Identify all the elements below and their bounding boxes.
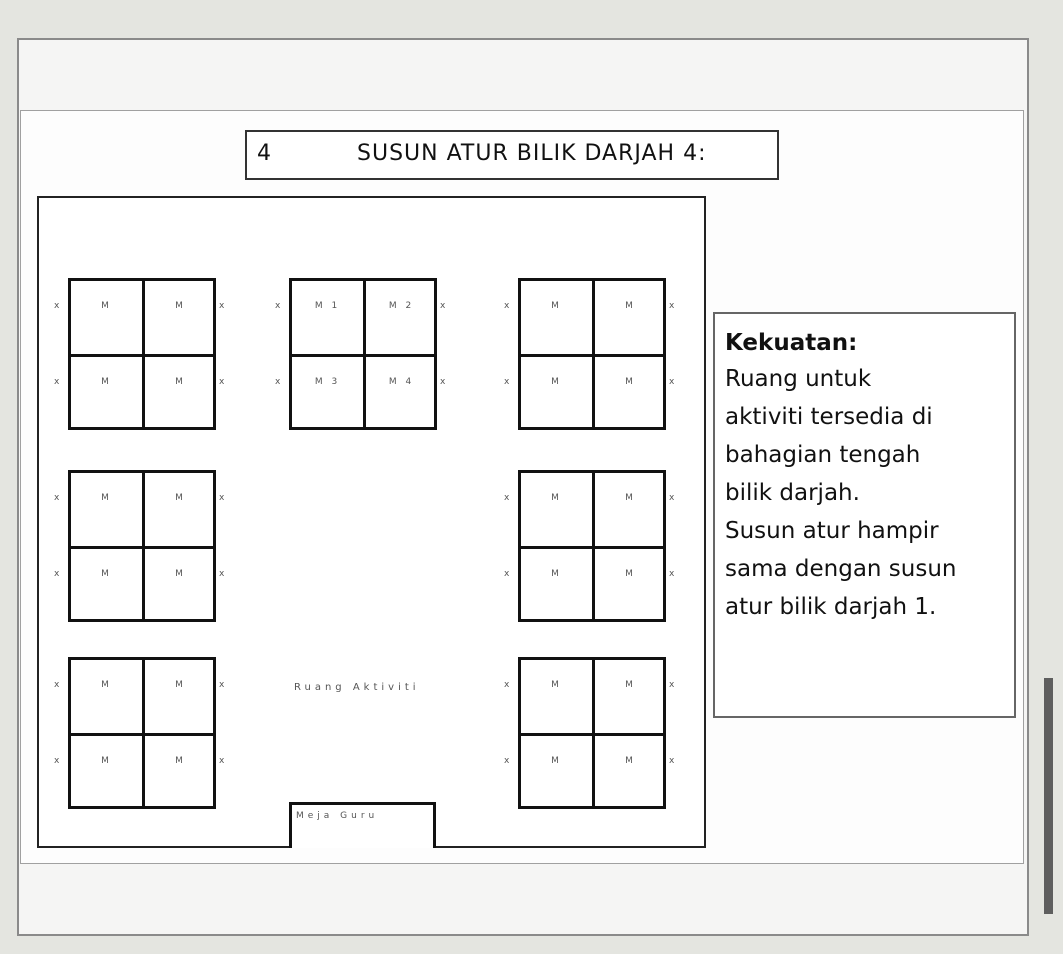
chair-mark: x <box>440 377 446 387</box>
desk-label: M <box>551 569 562 579</box>
desk-label: M <box>101 680 112 690</box>
teacher-desk-label: Meja Guru <box>296 811 379 821</box>
desk-label: M <box>551 756 562 766</box>
student-desk <box>145 549 216 622</box>
desk-label: M <box>551 493 562 503</box>
chair-mark: x <box>219 569 225 579</box>
notes-line: bilik darjah. <box>725 480 860 506</box>
notes-line: sama dengan susun <box>725 556 957 582</box>
desk-group <box>68 278 216 430</box>
chair-mark: x <box>54 756 60 766</box>
desk-label: M <box>175 493 186 503</box>
notes-body <box>725 360 1004 626</box>
notes-heading: Kekuatan: <box>725 330 858 356</box>
student-desk <box>71 357 142 430</box>
chair-mark: x <box>669 377 675 387</box>
chair-mark: x <box>275 377 281 387</box>
chair-mark: x <box>669 756 675 766</box>
student-desk <box>595 357 666 430</box>
notes-panel <box>713 312 1016 718</box>
student-desk <box>145 660 216 733</box>
desk-label: M <box>101 493 112 503</box>
chair-mark: x <box>504 301 510 311</box>
chair-mark: x <box>669 680 675 690</box>
desk-label: M <box>101 377 112 387</box>
chair-mark: x <box>54 680 60 690</box>
chair-mark: x <box>219 377 225 387</box>
student-desk <box>71 660 142 733</box>
student-desk <box>521 549 592 622</box>
desk-label: M <box>551 680 562 690</box>
chair-mark: x <box>54 569 60 579</box>
student-desk <box>292 357 363 430</box>
student-desk <box>71 736 142 809</box>
chair-mark: x <box>669 493 675 503</box>
student-desk <box>366 357 437 430</box>
student-desk <box>595 473 666 546</box>
title-number: 4 <box>257 141 272 166</box>
student-desk <box>71 281 142 354</box>
desk-label: M <box>625 493 636 503</box>
student-desk <box>595 736 666 809</box>
desk-group <box>289 278 437 430</box>
student-desk <box>292 281 363 354</box>
student-desk <box>521 281 592 354</box>
desk-label: M <box>625 377 636 387</box>
desk-label: M 1 <box>314 301 341 311</box>
activity-area-label: Ruang Aktiviti <box>294 682 420 693</box>
desk-label: M <box>551 301 562 311</box>
student-desk <box>521 357 592 430</box>
chair-mark: x <box>219 493 225 503</box>
student-desk <box>71 473 142 546</box>
chair-mark: x <box>54 377 60 387</box>
desk-label: M <box>625 301 636 311</box>
desk-group <box>518 470 666 622</box>
desk-label: M <box>175 301 186 311</box>
desk-label: M <box>101 301 112 311</box>
notes-line: Ruang untuk <box>725 366 872 392</box>
student-desk <box>145 736 216 809</box>
title-box <box>245 130 779 180</box>
chair-mark: x <box>504 493 510 503</box>
chair-mark: x <box>504 377 510 387</box>
desk-label: M 4 <box>388 377 415 387</box>
chair-mark: x <box>504 680 510 690</box>
student-desk <box>595 281 666 354</box>
desk-label: M <box>175 377 186 387</box>
chair-mark: x <box>504 756 510 766</box>
notes-line: atur bilik darjah 1. <box>725 594 937 620</box>
chair-mark: x <box>440 301 446 311</box>
scrollbar-thumb[interactable] <box>1044 678 1053 914</box>
desk-label: M <box>625 680 636 690</box>
student-desk <box>145 357 216 430</box>
chair-mark: x <box>669 569 675 579</box>
notes-line: Susun atur hampir <box>725 518 939 544</box>
chair-mark: x <box>504 569 510 579</box>
student-desk <box>521 660 592 733</box>
desk-label: M <box>551 377 562 387</box>
chair-mark: x <box>219 756 225 766</box>
desk-group <box>68 657 216 809</box>
chair-mark: x <box>54 301 60 311</box>
chair-mark: x <box>219 301 225 311</box>
desk-label: M <box>175 569 186 579</box>
desk-label: M <box>175 756 186 766</box>
notes-line: aktiviti tersedia di <box>725 404 933 430</box>
chair-mark: x <box>669 301 675 311</box>
student-desk <box>595 549 666 622</box>
desk-group <box>518 278 666 430</box>
desk-label: M <box>625 756 636 766</box>
desk-group <box>68 470 216 622</box>
desk-label: M <box>101 569 112 579</box>
chair-mark: x <box>54 493 60 503</box>
student-desk <box>595 660 666 733</box>
teacher-desk <box>289 802 436 848</box>
desk-label: M <box>175 680 186 690</box>
desk-label: M 2 <box>388 301 415 311</box>
student-desk <box>366 281 437 354</box>
student-desk <box>521 736 592 809</box>
desk-label: M <box>101 756 112 766</box>
student-desk <box>71 549 142 622</box>
chair-mark: x <box>275 301 281 311</box>
desk-group <box>518 657 666 809</box>
desk-label: M 3 <box>314 377 341 387</box>
student-desk <box>521 473 592 546</box>
desk-label: M <box>625 569 636 579</box>
page-title: SUSUN ATUR BILIK DARJAH 4: <box>357 141 707 166</box>
notes-line: bahagian tengah <box>725 442 921 468</box>
student-desk <box>145 281 216 354</box>
chair-mark: x <box>219 680 225 690</box>
student-desk <box>145 473 216 546</box>
